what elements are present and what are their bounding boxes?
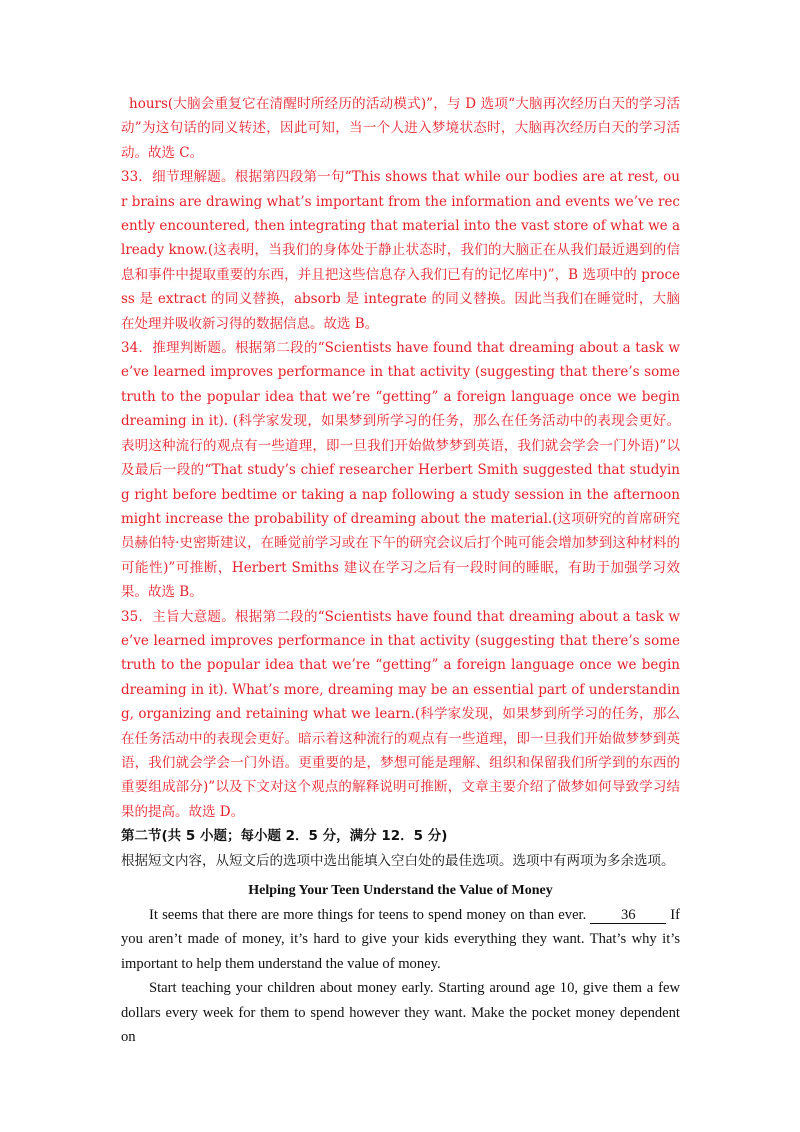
section-2-instructions: 根据短文内容，从短文后的选项中选出能填入空白处的最佳选项。选项中有两项为多余选项。	[121, 852, 675, 869]
article-paragraph-2: Start teaching your children about money early. Starting around age 10, give them a few dollars every week for them to spend however they want. Make the pocket money dependent on	[121, 980, 680, 1046]
article-title: Helping Your Teen Understand the Value of Money	[248, 883, 553, 898]
article-paragraph-1	[121, 903, 680, 976]
answer-34-explanation: 34．推理判断题。根据第二段的“Scientists have found that dreaming about a task we’ve learned improves performance in that activity (suggesting that there’s some truth to the popular idea that we’re “getting” a foreign language once we begin dreaming in it). (科学家发现，如果梦到所学习的任务，那么在任务活动中的表现会更好。表明这种流行的观点有一些道理，即一旦我们开始做梦梦到英语，我们就会学会一门外语)”以及最后一段的“That study’s chief researcher Herbert Smith suggested that studying right before bedtime or taking a nap following a study session in the afternoon might increase the probability of dreaming about the material.(这项研究的首席研究员赫伯特·史密斯建议，在睡觉前学习或在下午的研究会议后打个盹可能会增加梦到这种材料的可能性)”可推断，Herbert Smiths 建议在学习之后有一段时间的睡眠，有助于加强学习效果。故选 B。	[121, 340, 680, 601]
answer-35-explanation: 35．主旨大意题。根据第二段的“Scientists have found that dreaming about a task we’ve learned improves performance in that activity (suggesting that there’s some truth to the popular idea that we’re “getting” a foreign language once we begin dreaming in it). What’s more, dreaming may be an essential part of understanding, organizing and retaining what we learn.(科学家发现，如果梦到所学习的任务，那么在任务活动中的表现会更好。暗示着这种流行的观点有一些道理，即一旦我们开始做梦梦到英语，我们就会学会一门外语。更重要的是，梦想可能是理解、组织和保留我们所学到的东西的重要组成部分)”以及下文对这个观点的解释说明可推断，文章主要介绍了做梦如何导致学习结果的提高。故选 D。	[121, 608, 680, 820]
answer-32-continuation: hours(大脑会重复它在清醒时所经历的活动模式)”，与 D 选项“大脑再次经历白天的学习活动”为这句话的同义转述，因此可知，当一个人进入梦境状态时，大脑再次经历白天的学习活动。故选 C。	[121, 96, 680, 161]
page-content	[121, 92, 680, 1049]
article-p1-after-blank: If you aren’t made of money, it’s hard to give your kids everything they want. That’s why it’s important to help them understand the value of money.	[121, 907, 680, 972]
answer-33-explanation: 33．细节理解题。根据第四段第一句“This shows that while our bodies are at rest, our brains are drawing what’s important from the information and events we’ve recently encountered, then integrating that material into the vast store of what we already know.(这表明，当我们的身体处于静止状态时，我们的大脑正在从我们最近遇到的信息和事件中提取重要的东西，并且把这些信息存入我们已有的记忆库中)”，B 选项中的 process 是 extract 的同义替换，absorb 是 integrate 的同义替换。因此当我们在睡觉时，大脑在处理并吸收新习得的数据信息。故选 B。	[121, 169, 680, 332]
article-p1-before-blank: It seems that there are more things for teens to spend money on than ever.	[149, 907, 587, 923]
section-2-heading: 第二节(共 5 小题；每小题 2．5 分，满分 12．5 分)	[121, 828, 448, 845]
blank-36[interactable]: 36	[590, 907, 666, 924]
